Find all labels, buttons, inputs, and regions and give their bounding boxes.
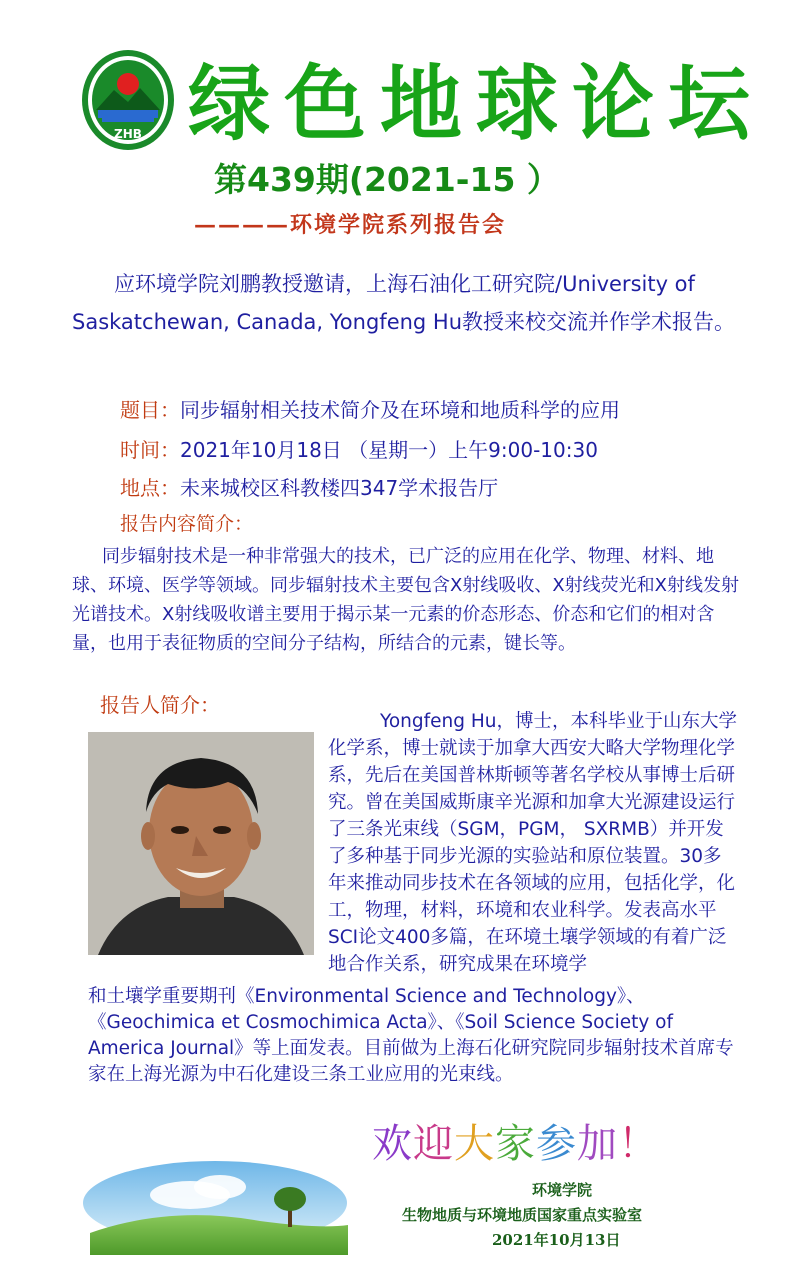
series-subtitle: ————环境学院系列报告会: [194, 212, 507, 238]
landscape-illustration: [80, 1155, 350, 1255]
content-heading: 报告内容简介：: [120, 513, 254, 535]
time-row: [120, 434, 598, 466]
speaker-bio-continued: 和土壤学重要期刊《Environmental Science and Technology》、《Geochimica et Cosmochimica Acta》、《Soil Science Society of America Journal》等上面发表。目前做为上海石化研究院同步辐射技术首席专家在上海光源为中石化建设三条工业应用的光束线。: [88, 986, 734, 1085]
intro-paragraph: 应环境学院刘鹏教授邀请，上海石油化工研究院/University of Saskatchewan, Canada, Yongfeng Hu教授来校交流并作学术报告。: [72, 272, 736, 334]
speaker-bio: Yongfeng Hu，博士，本科毕业于山东大学化学系，博士就读于加拿大西安大略大学物理化学系，先后在美国普林斯顿等著名学校从事博士后研究。曾在美国威斯康辛光源和加拿大光源建设运行了三条光束线（SGM，PGM， SXRMB）并开发了多种基于同步光源的实验站和原位装置。30多年来推动同步技术在各领域的应用，包括化学，化工，物理，材料，环境和农业科学。发表高水平SCI论文400多篇，在环境土壤学领域的有着广泛地合作关系，研究成果在环境学: [328, 711, 738, 975]
place-row: [120, 472, 498, 504]
signature-lab: 生物地质与环境地质国家重点实验室: [402, 1206, 643, 1224]
speaker-photo: [88, 732, 314, 955]
welcome-banner: 欢迎大家参加！: [372, 1121, 659, 1167]
place-label: 地点：: [120, 476, 180, 500]
signature-school: 环境学院: [532, 1181, 593, 1199]
zhb-logo: [80, 48, 176, 152]
svg-text:ZHB: ZHB: [114, 127, 142, 141]
signature-date: 2021年10月13日: [492, 1231, 621, 1249]
place-value: 未来城校区科教楼四347学术报告厅: [180, 476, 499, 500]
topic-value: 同步辐射相关技术简介及在环境和地质科学的应用: [180, 398, 620, 422]
forum-title: 绿色地球论坛: [188, 56, 765, 152]
time-value: 2021年10月18日 （星期一）上午9:00-10:30: [180, 438, 598, 462]
content-body: 同步辐射技术是一种非常强大的技术，已广泛的应用在化学、物理、材料、地球、环境、医学等领域。同步辐射技术主要包含X射线吸收、X射线荧光和X射线发射光谱技术。X射线吸收谱主要用于揭示某一元素的价态形态、价态和它们的相对含量，也用于表征物质的空间分子结构，所结合的元素，键长等。: [72, 546, 739, 654]
topic-row: [120, 394, 620, 426]
speaker-heading: 报告人简介：: [100, 693, 220, 717]
time-label: 时间：: [120, 438, 180, 462]
topic-label: 题目：: [120, 398, 180, 422]
issue-number: 第439期(2021-15 ）: [214, 160, 560, 199]
